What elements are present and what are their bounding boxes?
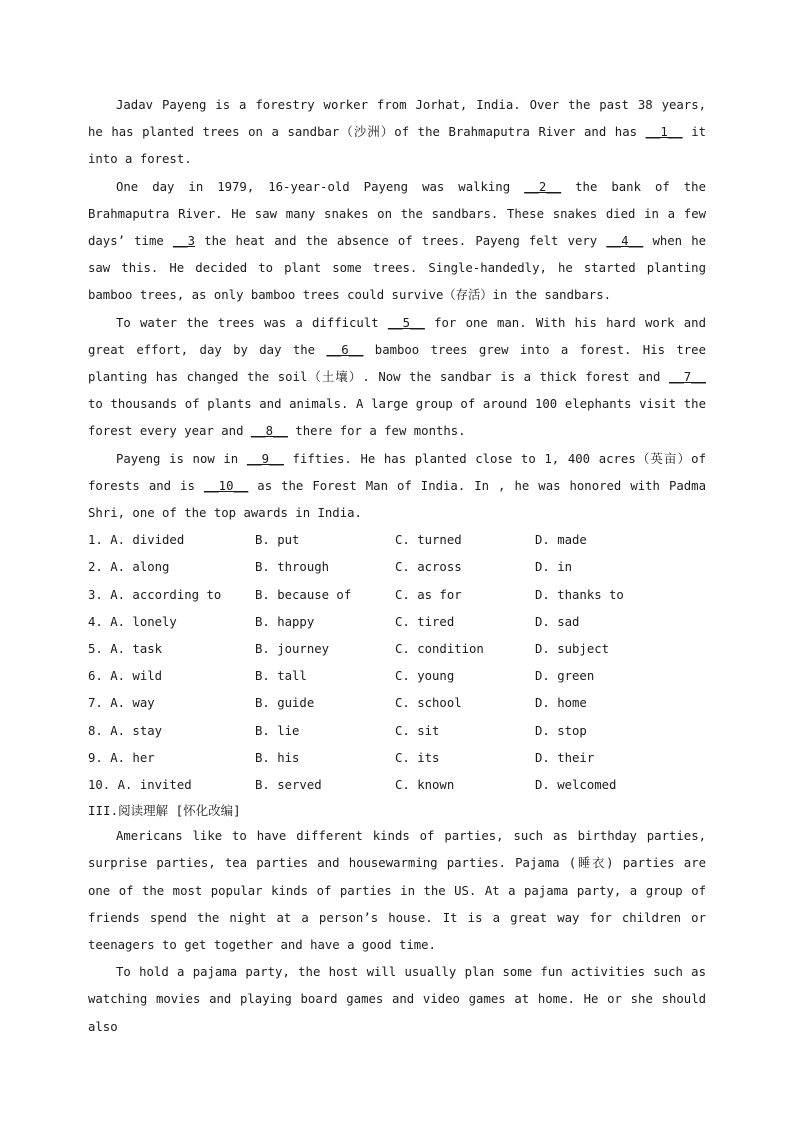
passage-paragraph [88,92,706,174]
option-choice: B. guide [255,696,315,711]
option-choice: 9. A. her [88,750,155,765]
option-row [88,636,706,663]
blank: __6__ [326,342,364,357]
blank: __7__ [668,370,706,385]
section-heading: III.阅读理解 [怀化改编] [88,803,241,819]
option-choice: C. its [395,750,440,765]
option-choice: B. because of [255,587,352,602]
option-choice: B. tall [255,669,307,684]
document-page [88,92,706,1041]
option-choice: B. put [255,533,300,548]
passage-text: as the Forest Man of India. In , he was honored with Padma Shri, one of the top awards in India. [88,478,706,521]
reading-passage [88,823,706,1041]
option-choice: C. across [395,560,462,575]
option-row [88,718,706,745]
passage-text: One day in 1979, 16-year-old Payeng was walking [116,179,525,194]
blank: __8__ [250,424,288,439]
blank: __3 [172,234,196,249]
option-choice: 8. A. stay [88,723,163,738]
option-row [88,609,706,636]
option-choice: D. made [535,533,587,548]
option-row [88,527,706,554]
passage-text: it into a forest. [88,125,706,167]
option-choice: D. home [535,696,587,711]
answer-options [88,527,706,799]
passage-text: when he saw this. He decided to plant some trees. Single-handedly, he started planting bamboo trees, as only bamboo trees could survive（存活）in the sandbars. [88,234,706,303]
passage-text: the heat and the absence of trees. Payeng felt very [195,234,607,249]
passage-text: Jadav Payeng is a forestry worker from Jorhat, India. Over the past 38 years, he has planted trees on a sandbar（沙洲）of the Brahmaputra River and has [88,98,706,140]
option-choice: B. his [255,750,300,765]
passage-text: Payeng is now in [116,451,247,466]
blank: __4__ [606,234,644,249]
option-choice: 10. A. invited [88,777,192,792]
passage-paragraph: Americans like to have different kinds of parties, such as birthday parties, surprise parties, tea parties and housewarming parties. Pajama (睡衣) parties are one of the most popular kinds of parties in the US. At a pajama party, a group of friends spend the night at a person’s house. It is a great way for children or teenagers to get together and have a good time. [88,829,706,952]
option-choice: 5. A. task [88,642,163,656]
passage-text: the bank of the Brahmaputra River. He saw many snakes on the sandbars. These snakes died in a few days’ time [88,179,706,249]
passage-text: bamboo trees grew into a forest. His tree planting has changed the soil（土壤）. Now the sandbar is a thick forest and [88,342,706,385]
passage-paragraph: To hold a pajama party, the host will usually plan some fun activities such as watching movies and playing board games and video games at home. He or she should also [88,965,706,1034]
option-choice: D. green [535,669,595,684]
passage-text: to thousands of plants and animals. A large group of around 100 elephants visit the forest every year and [88,397,706,439]
option-choice: B. lie [255,723,300,738]
blank: __5__ [387,315,425,330]
passage-text: for one man. With his hard work and great effort, day by day the [88,315,706,357]
option-choice: C. turned [395,533,462,548]
option-choice: D. welcomed [535,777,617,792]
option-choice: B. journey [255,642,330,656]
blank: __9__ [246,451,284,466]
option-choice: D. stop [535,723,587,738]
option-row [88,554,706,581]
passage-text: there for a few months. [287,424,466,439]
option-choice: C. tired [395,614,455,629]
option-choice: C. as for [395,587,462,602]
option-row [88,582,706,609]
passage-text: fifties. He has planted close to 1, 400 acres（英亩）of forests and is [88,451,706,493]
option-choice: 4. A. lonely [88,614,177,629]
blank: __1__ [645,125,683,140]
passage-paragraph [88,174,706,310]
option-row [88,772,706,799]
option-choice: B. through [255,560,330,575]
option-row [88,745,706,772]
option-choice: B. served [255,777,322,792]
option-choice: 1. A. divided [88,533,185,548]
passage-text: To water the trees was a difficult [116,315,388,330]
option-choice: B. happy [255,614,315,629]
option-choice: C. sit [395,723,440,738]
option-choice: C. known [395,777,455,792]
option-row [88,690,706,717]
blank: __2__ [524,179,562,194]
option-choice: C. school [395,696,462,711]
option-choice: 3. A. according to [88,587,222,602]
option-row [88,663,706,690]
option-choice: C. young [395,669,455,684]
option-choice: D. thanks to [535,587,624,602]
option-choice: D. their [535,750,595,765]
option-choice: C. condition [395,642,484,656]
option-choice: 2. A. along [88,560,170,575]
option-choice: D. subject [535,642,610,656]
cloze-passage [88,92,706,527]
option-choice: 6. A. wild [88,669,163,684]
option-choice: 7. A. way [88,696,155,711]
option-choice: D. sad [535,614,580,629]
option-choice: D. in [535,560,573,575]
passage-paragraph [88,310,706,446]
passage-paragraph [88,446,706,528]
blank: __10__ [203,478,249,493]
